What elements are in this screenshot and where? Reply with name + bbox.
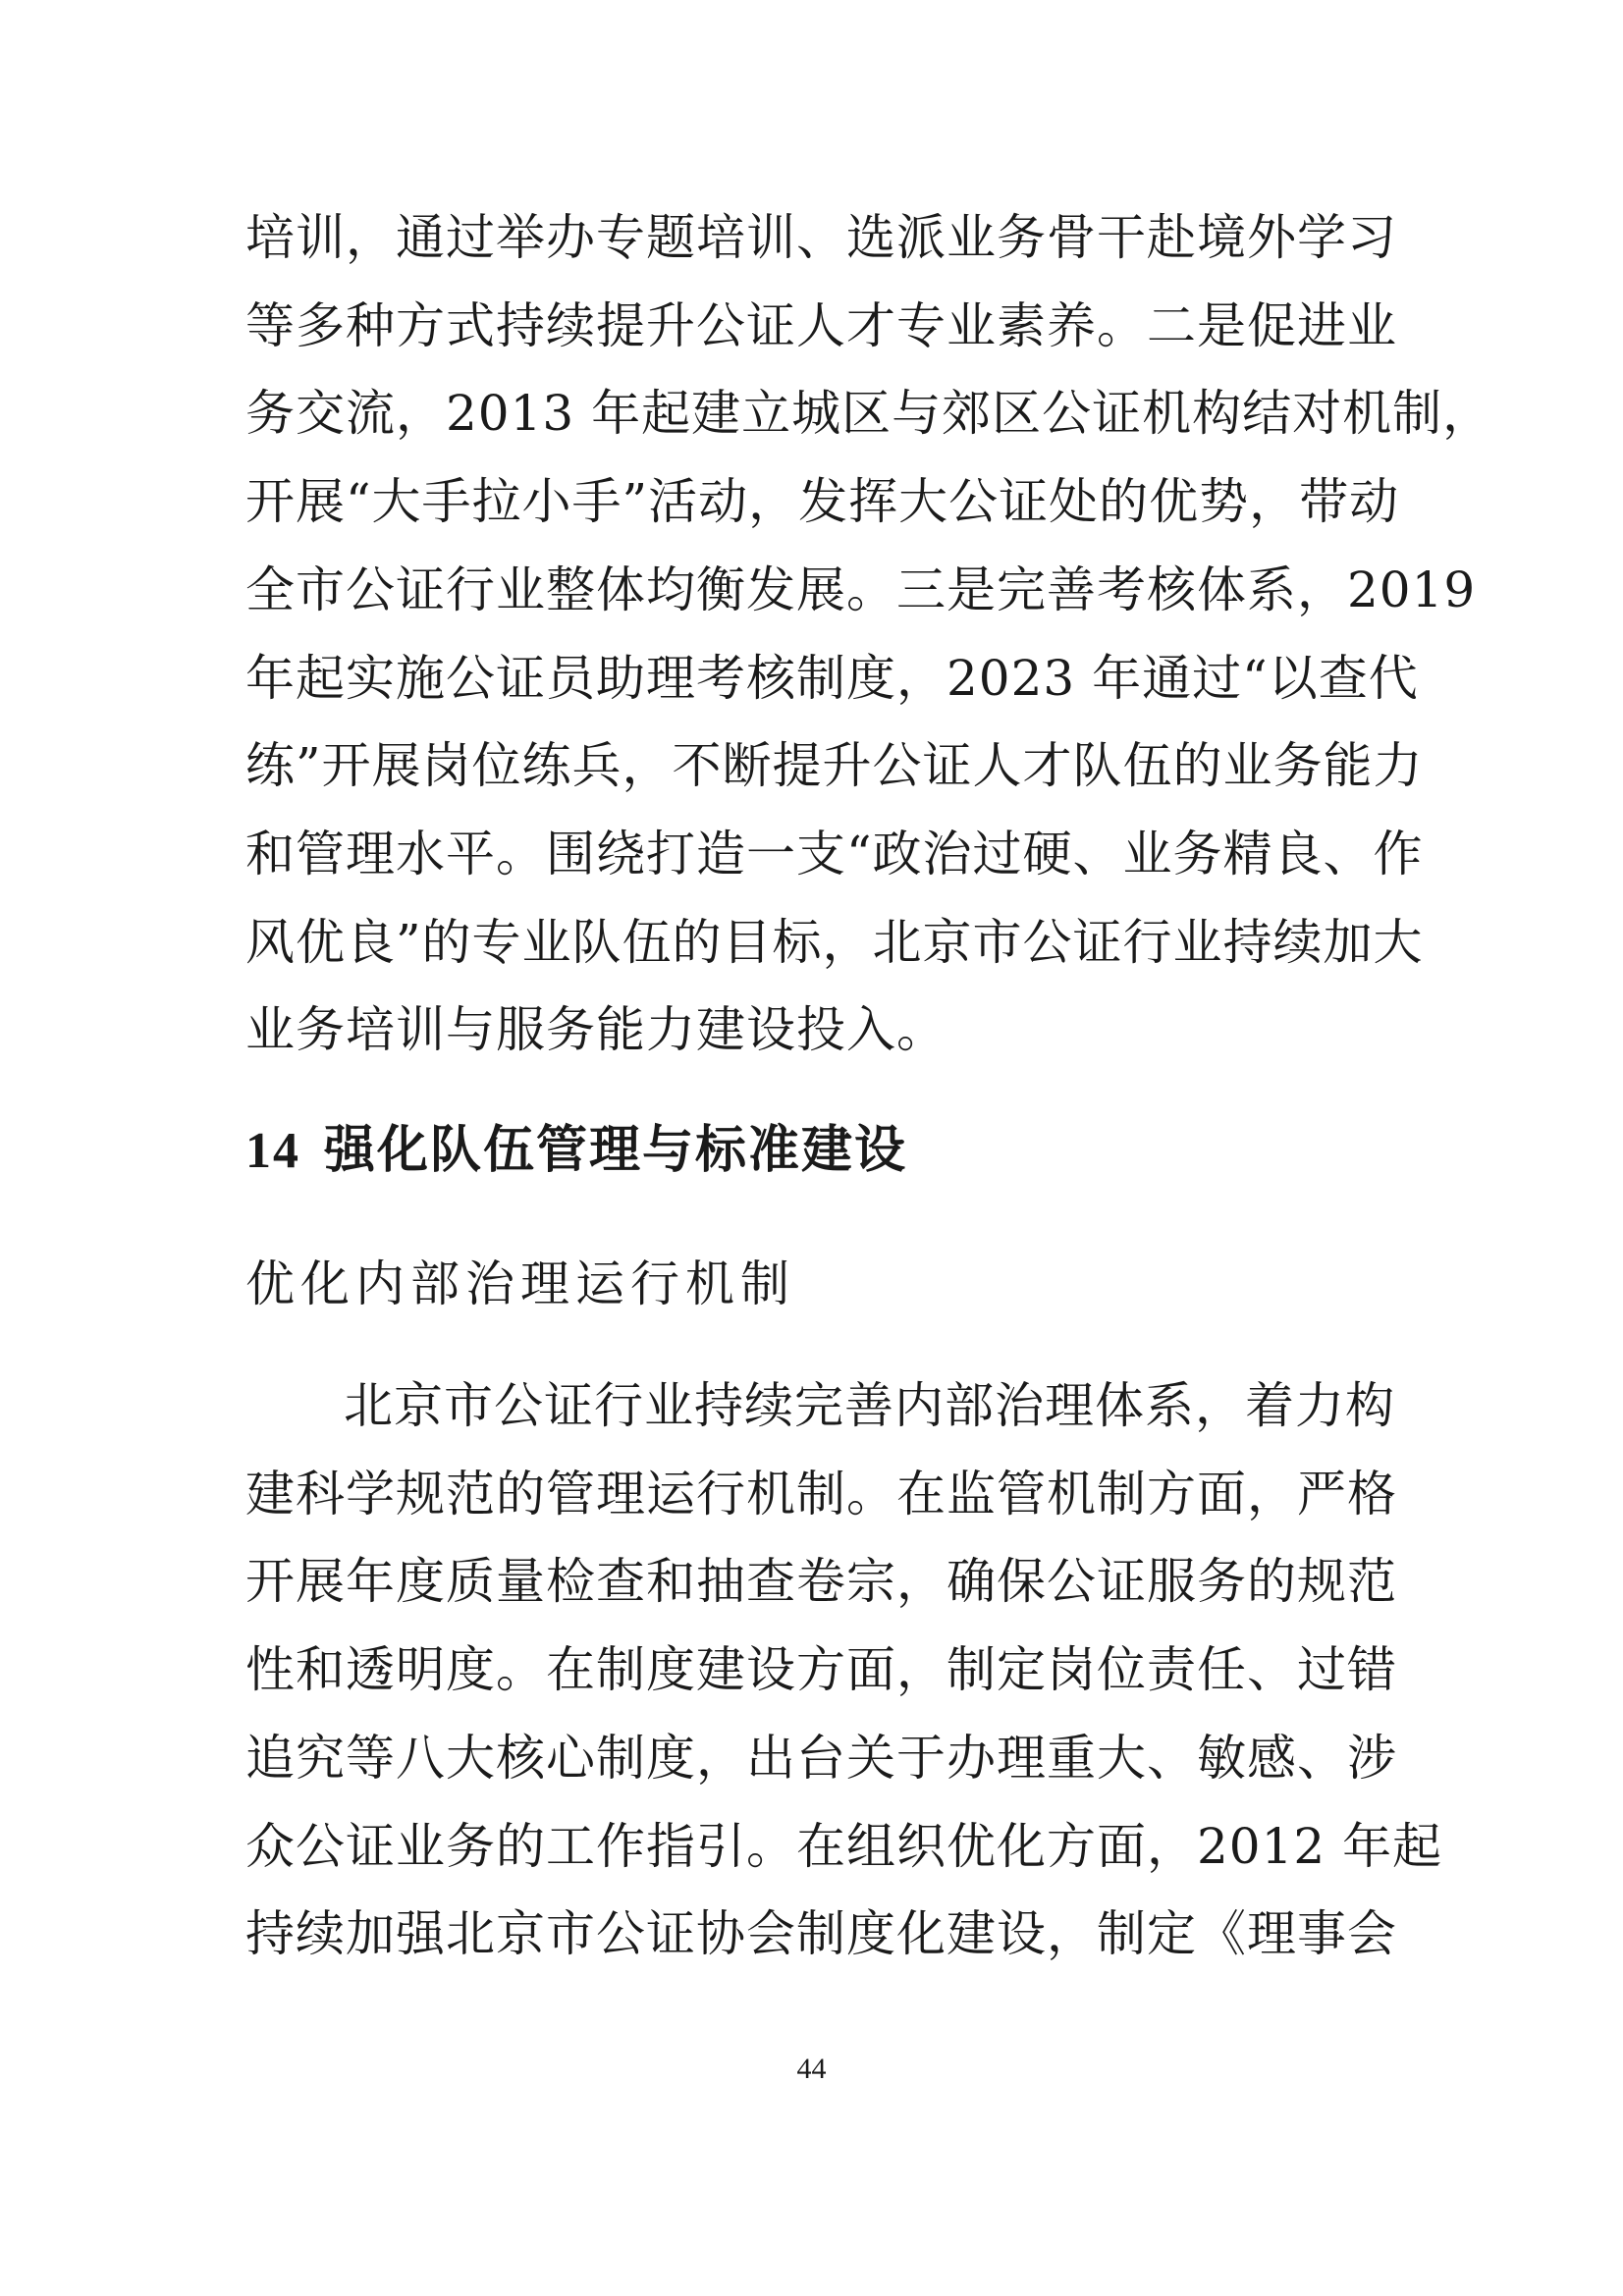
page-number: 44	[796, 2053, 827, 2085]
paragraph-line: 建科学规范的管理运行机制。在监管机制方面，严格	[245, 1465, 1397, 1522]
paragraph-line: 性和透明度。在制度建设方面，制定岗位责任、过错	[245, 1641, 1397, 1699]
paragraph-line: 年起实施公证员助理考核制度，2023 年通过“以查代	[245, 649, 1419, 707]
paragraph-line: 务交流，2013 年起建立城区与郊区公证机构结对机制，	[245, 385, 1493, 443]
paragraph-line: 北京市公证行业持续完善内部治理体系，着力构	[344, 1377, 1395, 1434]
paragraph-line: 持续加强北京市公证协会制度化建设，制定《理事会	[245, 1905, 1397, 1963]
body-paragraph-1	[245, 194, 1493, 1075]
paragraph-line: 等多种方式持续提升公证人才专业素养。二是促进业	[245, 296, 1397, 354]
paragraph-line: 全市公证行业整体均衡发展。三是完善考核体系，2019	[245, 561, 1477, 618]
section-heading	[245, 1111, 1384, 1191]
paragraph-line: 开展年度质量检查和抽查卷宗，确保公证服务的规范	[245, 1553, 1397, 1611]
paragraph-line: 众公证业务的工作指引。在组织优化方面，2012 年起	[245, 1817, 1443, 1875]
paragraph-line: 和管理水平。围绕打造一支“政治过硬、业务精良、作	[245, 825, 1424, 882]
paragraph-line: 培训，通过举办专题培训、选派业务骨干赴境外学习	[245, 209, 1397, 266]
section-number: 14	[245, 1123, 300, 1179]
subsection-heading: 优化内部治理运行机制	[245, 1255, 795, 1312]
body-paragraph-2	[245, 1362, 1443, 1979]
section-title: 强化队伍管理与标准建设	[324, 1121, 908, 1180]
paragraph-line: 风优良”的专业队伍的目标，北京市公证行业持续加大	[245, 913, 1424, 971]
paragraph-line: 业务培训与服务能力建设投入。	[245, 1001, 947, 1059]
paragraph-line: 追究等八大核心制度，出台关于办理重大、敏感、涉	[245, 1729, 1397, 1787]
paragraph-line: 开展“大手拉小手”活动，发挥大公证处的优势，带动	[245, 473, 1400, 531]
paragraph-line: 练”开展岗位练兵，不断提升公证人才队伍的业务能力	[245, 737, 1424, 795]
